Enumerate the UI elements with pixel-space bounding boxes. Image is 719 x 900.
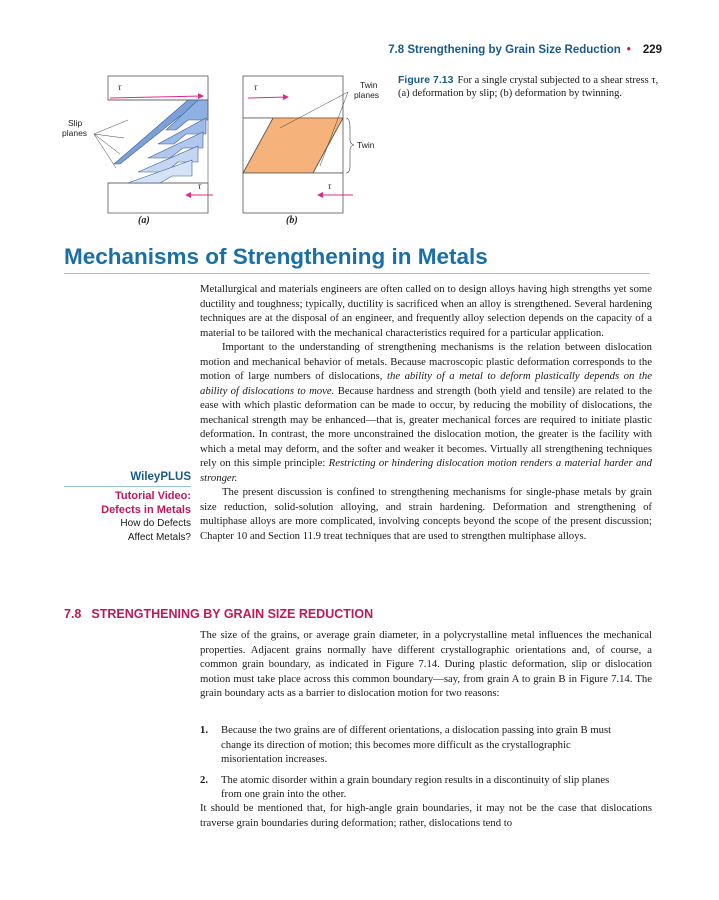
twin-label: Twin	[357, 140, 375, 150]
page-number: 229	[642, 44, 662, 56]
slip-planes-label-2: planes	[62, 128, 88, 138]
tau-label-b-bottom: τ	[328, 181, 332, 191]
tutorial-video-label: Tutorial Video:	[115, 490, 191, 502]
paragraph-2-emphasis-b: Restricting or hindering dislocation motion renders a material harder and stronger.	[200, 457, 652, 484]
tutorial-topic: Defects in Metals	[101, 504, 191, 516]
paragraph-2-text-b: Because hardness and strength (both yield and tensile) are related to the ease with which plastic deformation can be made to occur, by reducing the mobility of dislocations, the mechanical strength may be enhanced—that is, greater mechanical forces are required to initiate plastic deformation. In contrast, the more unconstrained the dislocation motion, the greater is the facility with which a metal may deform, and the softer and weaker it becomes. Virtually all strengthening techniques rely on this simple principle:	[200, 384, 652, 469]
figure-label: Figure 7.13	[398, 74, 454, 86]
subsection-title: STRENGTHENING BY GRAIN SIZE REDUCTION	[91, 607, 374, 621]
subsection-paragraph-1: The size of the grains, or average grain diameter, in a polycrystalline metal influences the mechanical properties. Adjacent grains normally have different crystallographic orientations and, of course, a common grain boundary, as indicated in Figure 7.14. During plastic deformation, slip or dislocation motion must take place across this common boundary—say, from grain A to grain B in Figure 7.14. The grain boundary acts as a barrier to dislocation motion for two reasons:	[200, 629, 652, 699]
subsection-number: 7.8	[64, 607, 82, 621]
figure-caption	[398, 74, 668, 100]
figure-7-13-diagram	[58, 68, 388, 228]
slip-planes-label-1: Slip	[68, 118, 83, 128]
section-rule	[64, 273, 650, 274]
tutorial-link-line2[interactable]: Affect Metals?	[127, 531, 191, 543]
twin-planes-label-1: Twin	[360, 80, 378, 90]
twin-crystal	[243, 76, 354, 213]
running-header	[388, 44, 662, 56]
paragraph-2-text-a: Important to the understanding of strengthening mechanisms is the relation between dislocation motion and mechanical behavior of metals. Because macroscopic plastic deformation corresponds to the motion of large numbers of dislocations,	[200, 341, 652, 382]
header-section-title: 7.8 Strengthening by Grain Size Reduction	[388, 44, 621, 56]
paragraph-2	[200, 340, 652, 485]
section-body	[200, 282, 652, 543]
tau-label-a-bottom: τ	[198, 181, 202, 191]
paragraph-1: Metallurgical and materials engineers are often called on to design alloys having high strengths yet some ductility and toughness; typically, ductility is sacrificed when an alloy is strengthened. Several hardening techniques are at the disposal of an engineer, and frequently alloy selection depends on the capacity of a material to be tailored with the mechanical characteristics required for a particular application.	[200, 283, 652, 339]
wileyplus-sidebar	[64, 470, 191, 544]
list-item	[200, 773, 652, 802]
list-item	[200, 723, 652, 767]
sidebar-rule	[64, 486, 191, 487]
list-item-text: The atomic disorder within a grain boundary region results in a discontinuity of slip planes from one grain into the other.	[221, 773, 610, 800]
list-item-number: 2.	[200, 773, 209, 786]
list-item-number: 1.	[200, 724, 209, 736]
tau-label-a-top: τ	[118, 82, 122, 92]
reasons-list	[200, 723, 652, 808]
wileyplus-brand: WileyPLUS	[130, 471, 191, 483]
paragraph-2-emphasis-a: the ability of a metal to deform plastically depends on the ability of dislocations to move.	[200, 370, 652, 397]
tau-label-b-top: τ	[254, 82, 258, 92]
list-item-text: Because the two grains are of different orientations, a dislocation passing into grain B must change its direction of motion; this becomes more difficult as the crystallographic misorientation increases.	[221, 724, 612, 765]
subsection-heading	[64, 607, 373, 621]
header-separator: •	[626, 44, 631, 56]
panel-b-label: (b)	[286, 215, 298, 226]
section-title: Mechanisms of Strengthening in Metals	[64, 244, 488, 269]
subsection-paragraph-2: It should be mentioned that, for high-angle grain boundaries, it may not be the case that dislocations traverse grain boundaries during deformation; rather, dislocations tend to	[200, 802, 652, 829]
paragraph-3: The present discussion is confined to strengthening mechanisms for single-phase metals by grain size reduction, solid-solution alloying, and strain hardening. Deformation and strengthening of multiphase alloys are more complicated, involving concepts beyond the scope of the present discussion; Chapter 10 and Section 11.9 treat techniques that are used to strengthen multiphase alloys.	[200, 486, 652, 542]
panel-a-label: (a)	[138, 215, 150, 226]
tutorial-link-line1[interactable]: How do Defects	[120, 518, 191, 529]
figure-caption-text: For a single crystal subjected to a shear stress τ, (a) deformation by slip; (b) deformation by twinning.	[398, 75, 659, 99]
twin-planes-label-2: planes	[354, 90, 380, 100]
slip-crystal	[94, 76, 213, 213]
